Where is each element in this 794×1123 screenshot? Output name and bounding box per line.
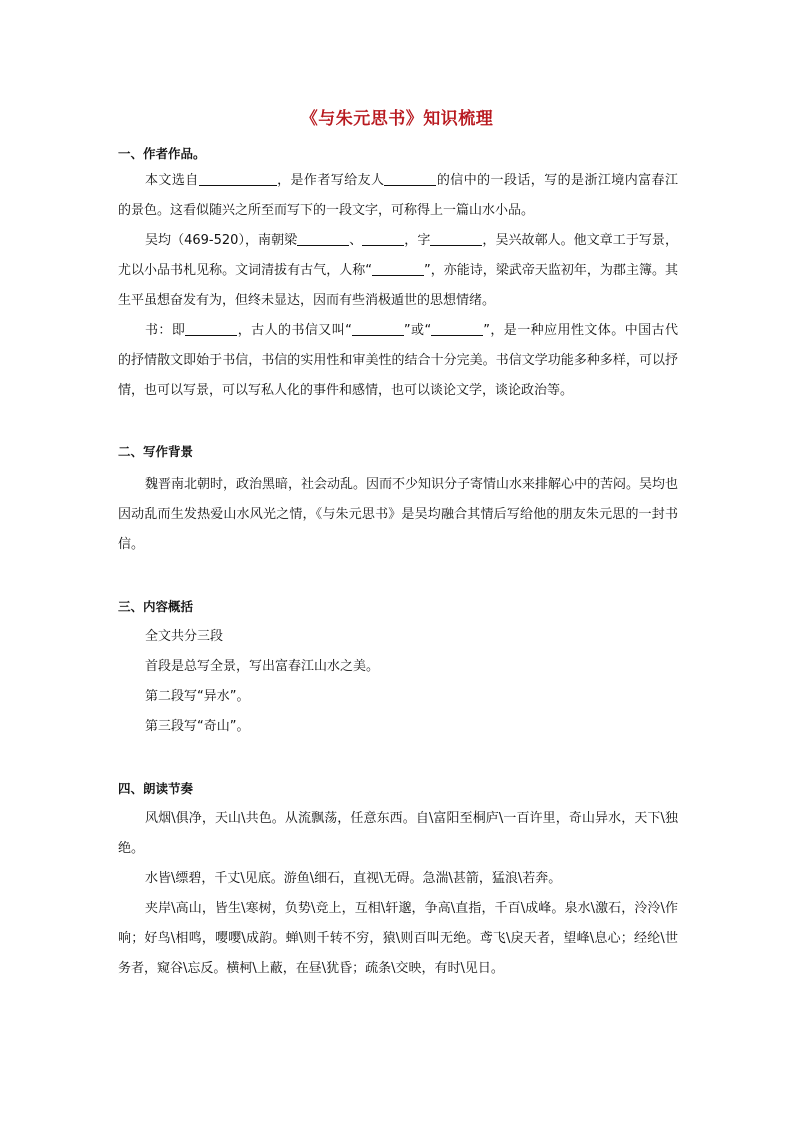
- paragraph-letter-genre: 书：即 ，古人的书信又叫“ ”或“ ”，是一种应用性文体。中国古代的抒情散文即始于书信，书信的实用性和审美性的结合十分完美。书信文学功能多种多样，可以抒情，也可以写景，可以写私人化的事件和感情，也可以谈论文学，谈论政治等。: [118, 323, 678, 398]
- fill-blank: [185, 321, 237, 336]
- section-heading-summary: 三、内容概括: [118, 599, 194, 614]
- fill-blank: [430, 231, 482, 246]
- paragraph-background: 魏晋南北朝时，政治黑暗，社会动乱。因而不少知识分子寄情山水来排解心中的苦闷。吴均也因动乱而生发热爱山水风光之情，《与朱元思书》是吴均融合其情后写给他的朋友朱元思的一封书信。: [118, 477, 679, 552]
- section-heading-background: 二、写作背景: [118, 444, 194, 459]
- fill-blank: [384, 171, 436, 186]
- fill-blank: [352, 321, 404, 336]
- summary-list: [118, 622, 678, 742]
- fill-blank: [372, 261, 424, 276]
- section-heading-author: 一、作者作品。: [118, 146, 206, 161]
- fill-blank: [431, 321, 483, 336]
- document-body: [118, 140, 678, 984]
- summary-line: 全文共分三段: [145, 629, 224, 644]
- section-heading-rhythm: 四、朗读节奏: [118, 781, 194, 796]
- paragraph-author-bio: 吴均（469-520），南朝梁 、 ，字 ，吴兴故鄣人。他文章工于写景，尤以小品书札见称。文词清拔有古气，人称“ ”，亦能诗，梁武帝天监初年，为郡主簿。其生平虽想奋发有为，但终未显达，因而有些消极遁世的思想情绪。: [118, 233, 678, 308]
- paragraph-rhythm-3: 夹岸\高山，皆生\寒树，负势\竞上，互相\轩邈，争高\直指，千百\成峰。泉水\激石，泠泠\作响；好鸟\相鸣，嘤嘤\成韵。蝉\则千转不穷，猿\则百叫无绝。鸢飞\戾天者，望峰\息心；经纶\世务者，窥谷\忘反。横柯\上蔽，在昼\犹昏；疏条\交映，有时\见日。: [118, 901, 678, 976]
- fill-blank: [297, 231, 349, 246]
- document-title: 《与朱元思书》知识梳理: [300, 109, 494, 129]
- paragraph-rhythm-1: 风烟\俱净，天山\共色。从流飘荡，任意东西。自\富阳至桐庐\一百许里，奇山异水，天下\独绝。: [118, 811, 678, 856]
- fill-blank: [362, 231, 404, 246]
- paragraph-rhythm-2: 水皆\缥碧，千丈\见底。游鱼\细石，直视\无碍。急湍\甚箭，猛浪\若奔。: [145, 871, 562, 886]
- fill-blank: [199, 171, 277, 186]
- summary-line: 第三段写“奇山”。: [145, 719, 250, 734]
- summary-line: 首段是总写全景，写出富春江山水之美。: [145, 659, 380, 674]
- summary-line: 第二段写“异水”。: [145, 689, 250, 704]
- paragraph-source: 本文选自 ，是作者写给友人 的信中的一段话，写的是浙江境内富春江的景色。这看似随兴之所至而写下的一段文字，可称得上一篇山水小品。: [118, 173, 678, 218]
